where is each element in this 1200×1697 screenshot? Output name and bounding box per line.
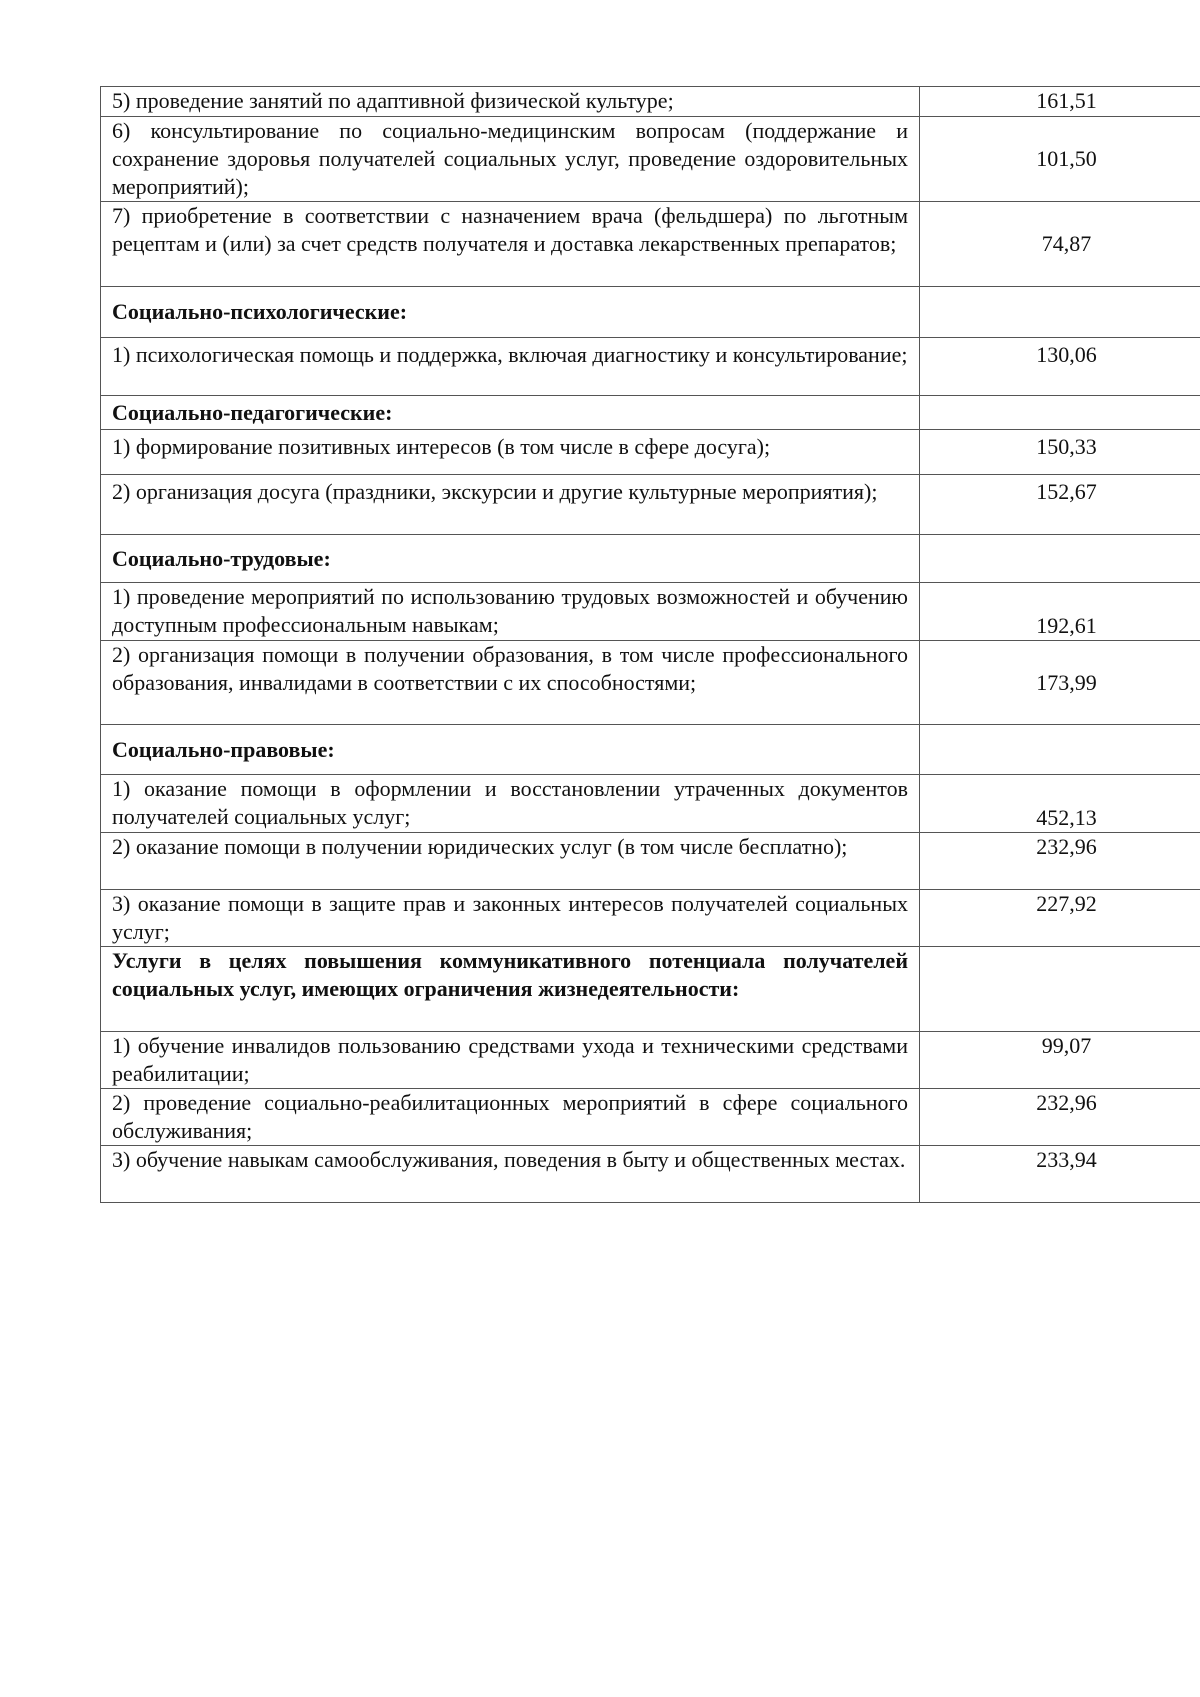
services-price-table bbox=[100, 86, 1200, 1203]
service-price bbox=[920, 535, 1200, 583]
service-price: 452,13 bbox=[920, 775, 1200, 833]
service-price: 152,67 bbox=[920, 475, 1200, 535]
service-price: 233,94 bbox=[920, 1146, 1200, 1203]
section-header-row bbox=[101, 535, 1200, 583]
service-price bbox=[920, 947, 1200, 1032]
table-row bbox=[101, 641, 1200, 725]
service-price: 232,96 bbox=[920, 833, 1200, 890]
service-description: 7) приобретение в соответствии с назначением врача (фельдшера) по льготным рецептам и (или) за счет средств получателя и доставка лекарственных препаратов; bbox=[101, 202, 920, 287]
table-row bbox=[101, 430, 1200, 475]
service-price bbox=[920, 396, 1200, 430]
service-price: 227,92 bbox=[920, 890, 1200, 947]
service-description: 3) оказание помощи в защите прав и законных интересов получателей социальных услуг; bbox=[101, 890, 920, 947]
service-description: 1) оказание помощи в оформлении и восстановлении утраченных документов получателей социальных услуг; bbox=[101, 775, 920, 833]
section-header-row bbox=[101, 725, 1200, 775]
table-row bbox=[101, 1089, 1200, 1146]
section-title: Социально-психологические: bbox=[101, 287, 920, 338]
table-row bbox=[101, 775, 1200, 833]
section-title: Услуги в целях повышения коммуникативного потенциала получателей социальных услуг, имеющих ограничения жизнедеятельности: bbox=[101, 947, 920, 1032]
service-price: 130,06 bbox=[920, 338, 1200, 396]
section-title: Социально-правовые: bbox=[101, 725, 920, 775]
table-row bbox=[101, 475, 1200, 535]
service-price: 101,50 bbox=[920, 117, 1200, 202]
service-price: 150,33 bbox=[920, 430, 1200, 475]
service-description: 1) обучение инвалидов пользованию средствами ухода и техническими средствами реабилитации; bbox=[101, 1032, 920, 1089]
section-header-row bbox=[101, 396, 1200, 430]
table-row bbox=[101, 583, 1200, 641]
table-row bbox=[101, 202, 1200, 287]
table-row bbox=[101, 117, 1200, 202]
table-row bbox=[101, 833, 1200, 890]
service-price: 192,61 bbox=[920, 583, 1200, 641]
service-description: 1) психологическая помощь и поддержка, включая диагностику и консультирование; bbox=[101, 338, 920, 396]
service-description: 1) формирование позитивных интересов (в том числе в сфере досуга); bbox=[101, 430, 920, 475]
service-description: 2) организация досуга (праздники, экскурсии и другие культурные мероприятия); bbox=[101, 475, 920, 535]
service-price: 74,87 bbox=[920, 202, 1200, 287]
section-header-row bbox=[101, 947, 1200, 1032]
service-price: 173,99 bbox=[920, 641, 1200, 725]
section-title: Социально-трудовые: bbox=[101, 535, 920, 583]
service-description: 2) организация помощи в получении образования, в том числе профессионального образования, инвалидами в соответствии с их способностями; bbox=[101, 641, 920, 725]
table-row bbox=[101, 338, 1200, 396]
service-price: 161,51 bbox=[920, 87, 1200, 117]
service-description: 5) проведение занятий по адаптивной физической культуре; bbox=[101, 87, 920, 117]
service-description: 6) консультирование по социально-медицинским вопросам (поддержание и сохранение здоровья получателей социальных услуг, проведение оздоровительных мероприятий); bbox=[101, 117, 920, 202]
table-row bbox=[101, 890, 1200, 947]
service-price bbox=[920, 287, 1200, 338]
service-description: 2) оказание помощи в получении юридических услуг (в том числе бесплатно); bbox=[101, 833, 920, 890]
section-title: Социально-педагогические: bbox=[101, 396, 920, 430]
service-price: 99,07 bbox=[920, 1032, 1200, 1089]
service-description: 1) проведение мероприятий по использованию трудовых возможностей и обучению доступным профессиональным навыкам; bbox=[101, 583, 920, 641]
table-row bbox=[101, 1146, 1200, 1203]
section-header-row bbox=[101, 287, 1200, 338]
service-price bbox=[920, 725, 1200, 775]
table-row bbox=[101, 87, 1200, 117]
service-description: 2) проведение социально-реабилитационных мероприятий в сфере социального обслуживания; bbox=[101, 1089, 920, 1146]
table-row bbox=[101, 1032, 1200, 1089]
service-description: 3) обучение навыкам самообслуживания, поведения в быту и общественных местах. bbox=[101, 1146, 920, 1203]
service-price: 232,96 bbox=[920, 1089, 1200, 1146]
